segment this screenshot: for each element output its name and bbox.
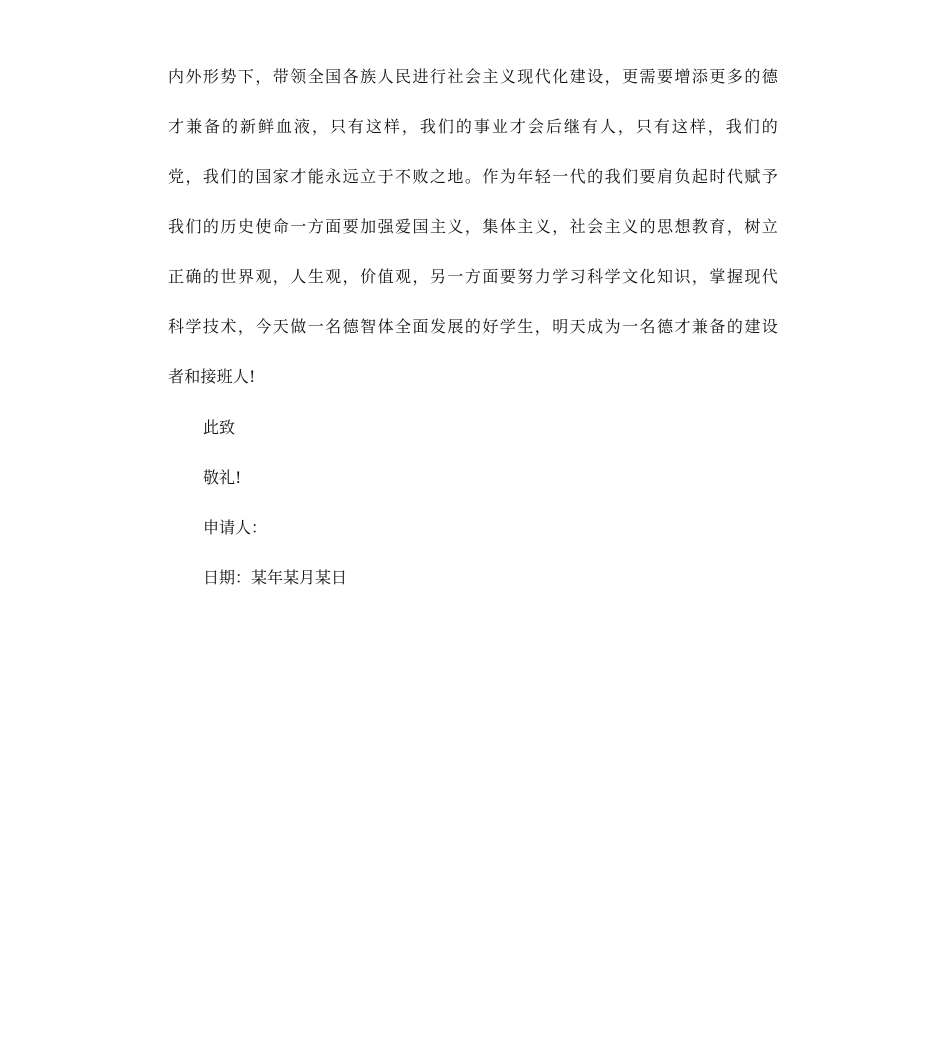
- body-line-6: 科学技术，今天做一名德智体全面发展的好学生，明天成为一名德才兼备的建设: [168, 317, 778, 336]
- body-line-4: 我们的历史使命一方面要加强爱国主义，集体主义，社会主义的思想教育，树立: [168, 217, 778, 236]
- closing-salutation-1: 此致: [203, 418, 236, 437]
- body-line-5: 正确的世界观，人生观，价值观，另一方面要努力学习科学文化知识，掌握现代: [168, 267, 778, 286]
- body-line-1: 内外形势下，带领全国各族人民进行社会主义现代化建设，更需要增添更多的德: [168, 67, 778, 86]
- applicant-line: 申请人：: [203, 518, 268, 537]
- closing-salutation-2: 敬礼!: [203, 468, 242, 487]
- body-line-3: 党，我们的国家才能永远立于不败之地。作为年轻一代的我们要肩负起时代赋予: [168, 167, 778, 186]
- body-line-7: 者和接班人!: [168, 367, 256, 386]
- body-line-2: 才兼备的新鲜血液，只有这样，我们的事业才会后继有人，只有这样，我们的: [168, 117, 778, 136]
- date-line: 日期：某年某月某日: [203, 568, 348, 587]
